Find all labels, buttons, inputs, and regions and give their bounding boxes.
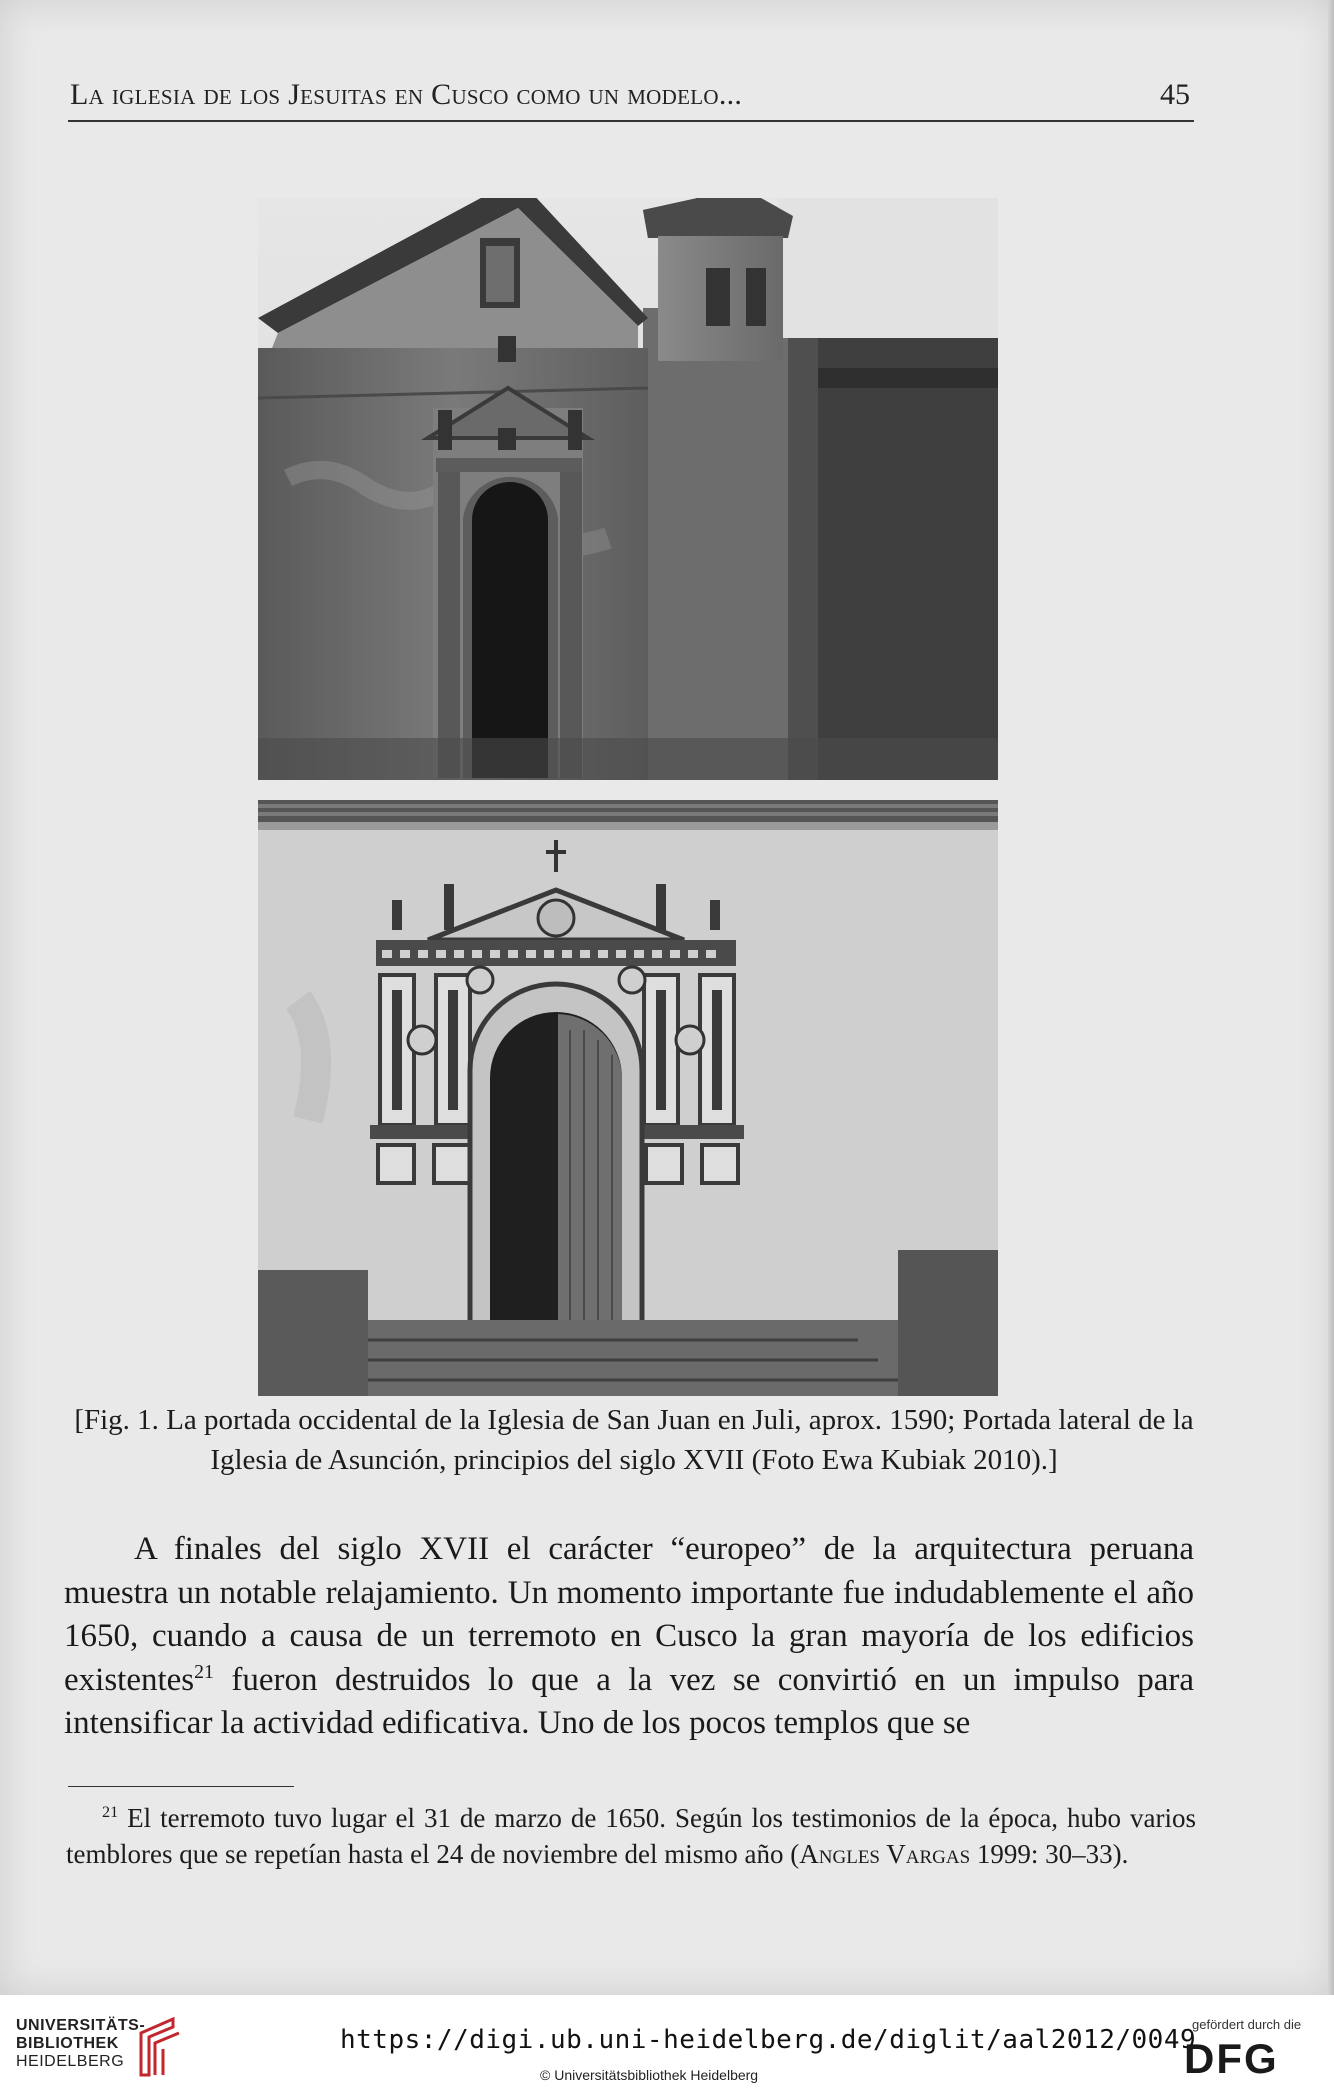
body-paragraph	[64, 1528, 1194, 1746]
running-title: La iglesia de los Jesuitas en Cusco como un modelo...	[70, 78, 743, 111]
digitization-footer	[0, 1995, 1334, 2099]
running-head	[68, 78, 1194, 122]
footnote-author: Angles Vargas	[799, 1839, 971, 1869]
page-number: 45	[1160, 78, 1190, 111]
library-name-line-3: HEIDELBERG	[16, 2053, 125, 2070]
photo-san-juan-juli	[258, 198, 998, 780]
body-text-part-2: fueron destruidos lo que a la vez se convirtió en un impulso para intensificar la actividad edificativa. Uno de los pocos templos que se	[64, 1661, 1194, 1741]
body-text-part-1: A finales del siglo XVII el carácter “europeo” de la arquitectura peruana muestra un notable relajamiento. Un momento importante fue indudablemente el año 1650, cuando a causa de un terremoto en Cusco la gran mayoría de los edificios existentes	[64, 1531, 1194, 1698]
figure-caption: [Fig. 1. La portada occidental de la Iglesia de San Juan en Juli, aprox. 1590; Portada lateral de la Iglesia de Asunción, principios del siglo XVII (Foto Ewa Kubiak 2010).]	[74, 1404, 1194, 1476]
footnote-21	[66, 1800, 1196, 1872]
footnote-text-part-2: 1999: 30–33).	[970, 1839, 1129, 1869]
copyright-notice: © Universitätsbibliothek Heidelberg	[540, 2067, 759, 2083]
footnote-reference: 21	[194, 1660, 214, 1683]
footnote-number: 21	[102, 1803, 119, 1821]
footnote-text-part-1: El terremoto tuvo lugar el 31 de marzo de 1650. Según los testimonios de la época, hubo varios temblores que se repetían hasta el 24 de noviembre del mismo año (	[66, 1803, 1196, 1869]
dfg-logo: DFG	[1184, 2035, 1279, 2082]
permalink-url[interactable]: https://digi.ub.uni-heidelberg.de/diglit/aal2012/0049	[340, 2025, 1197, 2055]
library-logo-text	[16, 2017, 145, 2071]
library-name-line-2: BIBLIOTHEK	[16, 2035, 119, 2052]
photo-asuncion-portal	[258, 800, 998, 1396]
footnote-divider	[68, 1786, 294, 1787]
library-emblem-icon	[133, 2013, 183, 2088]
library-name-line-1: UNIVERSITÄTS-	[16, 2017, 146, 2034]
funding-note: gefördert durch die	[1192, 2017, 1302, 2032]
